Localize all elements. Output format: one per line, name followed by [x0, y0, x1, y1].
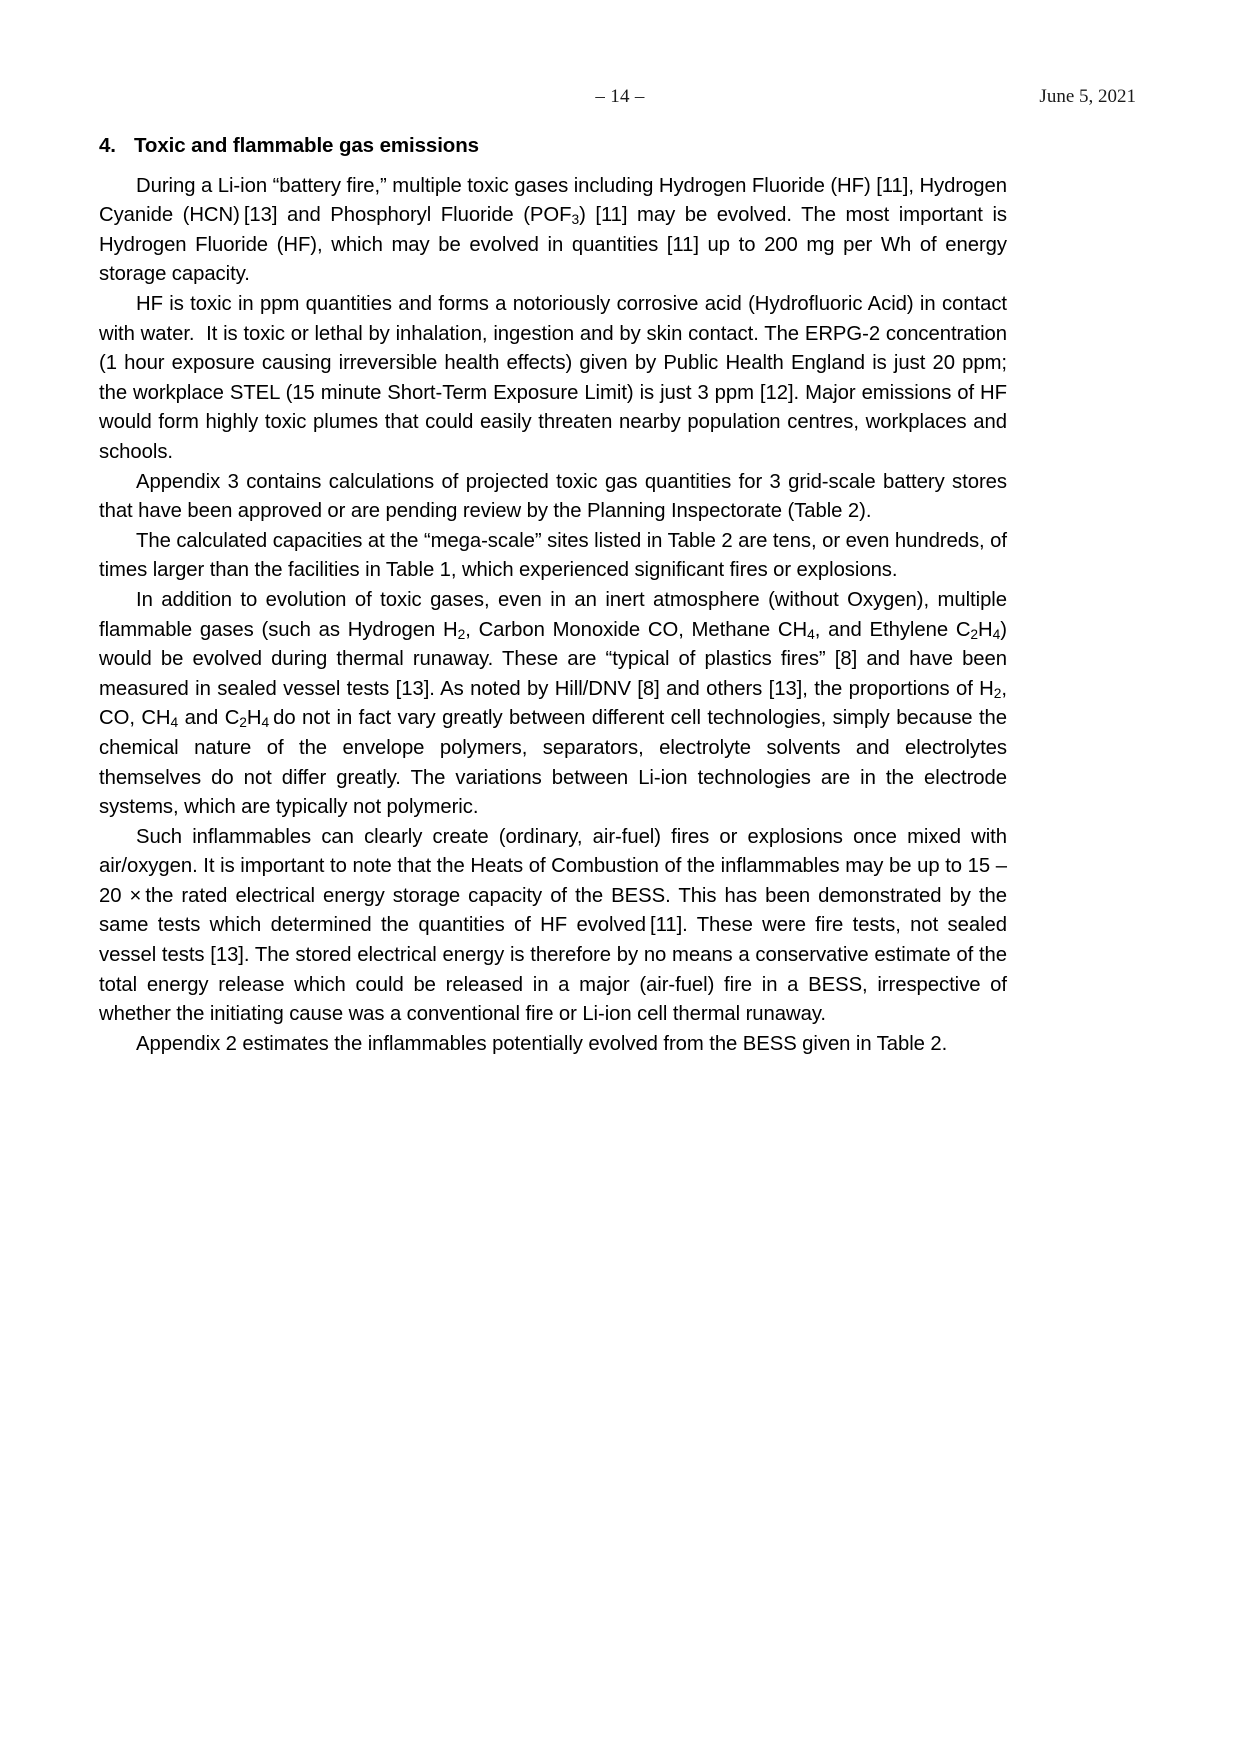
par-appendix-2: Appendix 2 estimates the inflammables potentially evolved from the BESS given in Table 2.	[136, 1032, 948, 1055]
par-toxic-gases: During a Li-ion “battery fire,” multiple toxic gases including Hydrogen Fluoride (HF) [11], Hydrogen Cyanide (HCN) [13] and Phosphoryl Fluoride $(POF_3)$ [11] may be evolved. The most important is Hydrogen Fluoride (HF), which may be evolved in quantities [11] up to 200 mg per Wh of energy storage capacity.	[99, 174, 1008, 286]
page-number: – 14 –	[595, 86, 645, 107]
section-number: 4.	[99, 134, 116, 157]
par-mega-scale: The calculated capacities at the “mega-scale” sites listed in Table 2 are tens, or even hundreds, of times larger than the facilities in Table 1, which experienced significant fires or explosions.	[99, 529, 1007, 582]
section-title: Toxic and flammable gas emissions	[134, 134, 479, 157]
par-appendix-3: Appendix 3 contains calculations of projected toxic gas quantities for 3 grid-scale battery stores that have been approved or are pending review by the Planning Inspectorate (Table 2).	[99, 470, 1007, 523]
par-flammable-gases: In addition to evolution of toxic gases, even in an inert atmosphere (without Oxygen), multiple flammable gases (such as Hydrogen $H_2$, Carbon Monoxide CO, Methane $CH_4$, and Ethylene $C_2H_4$) would be evolved during thermal runaway. These are “typical of plastics fires” [8] and have been measured in sealed vessel tests [13]. As noted by Hill/DNV [8] and others [13], the proportions of $H_2$, CO, $CH_4$ and $C_2H_4$ do not in fact vary greatly between different cell technologies, simply because the chemical nature of the envelope polymers, separators, electrolyte solvents and electrolytes themselves do not differ greatly. The variations between Li-ion technologies are in the electrode systems, which are typically not polymeric.	[99, 588, 1007, 819]
running-header	[100, 86, 1140, 112]
par-inflammables: Such inflammables can clearly create (ordinary, air-fuel) fires or explosions once mixed with air/oxygen. It is important to note that the Heats of Combustion of the inflammables may be up to 15 – 20 × the rated electrical energy storage capacity of the BESS. This has been demonstrated by the same tests which determined the quantities of HF evolved [11]. These were fire tests, not sealed vessel tests [13]. The stored electrical energy is therefore by no means a conservative estimate of the total energy release which could be released in a major (air-fuel) fire in a BESS, irrespective of whether the initiating cause was a conventional fire or Li-ion cell thermal runaway.	[99, 825, 1007, 1026]
page-content	[99, 133, 1007, 1059]
header-date: June 5, 2021	[1039, 86, 1136, 107]
paragraph-container	[99, 172, 1007, 1060]
par-hf-toxicity: HF is toxic in ppm quantities and forms a notoriously corrosive acid (Hydrofluoric Acid) in contact with water. It is toxic or lethal by inhalation, ingestion and by skin contact. The ERPG-2 concentration (1 hour exposure causing irreversible health effects) given by Public Health England is just 20 ppm; the workplace STEL (15 minute Short-Term Exposure Limit) is just 3 ppm [12]. Major emissions of HF would form highly toxic plumes that could easily threaten nearby population centres, workplaces and schools.	[99, 293, 1007, 463]
section-heading	[99, 133, 1007, 159]
